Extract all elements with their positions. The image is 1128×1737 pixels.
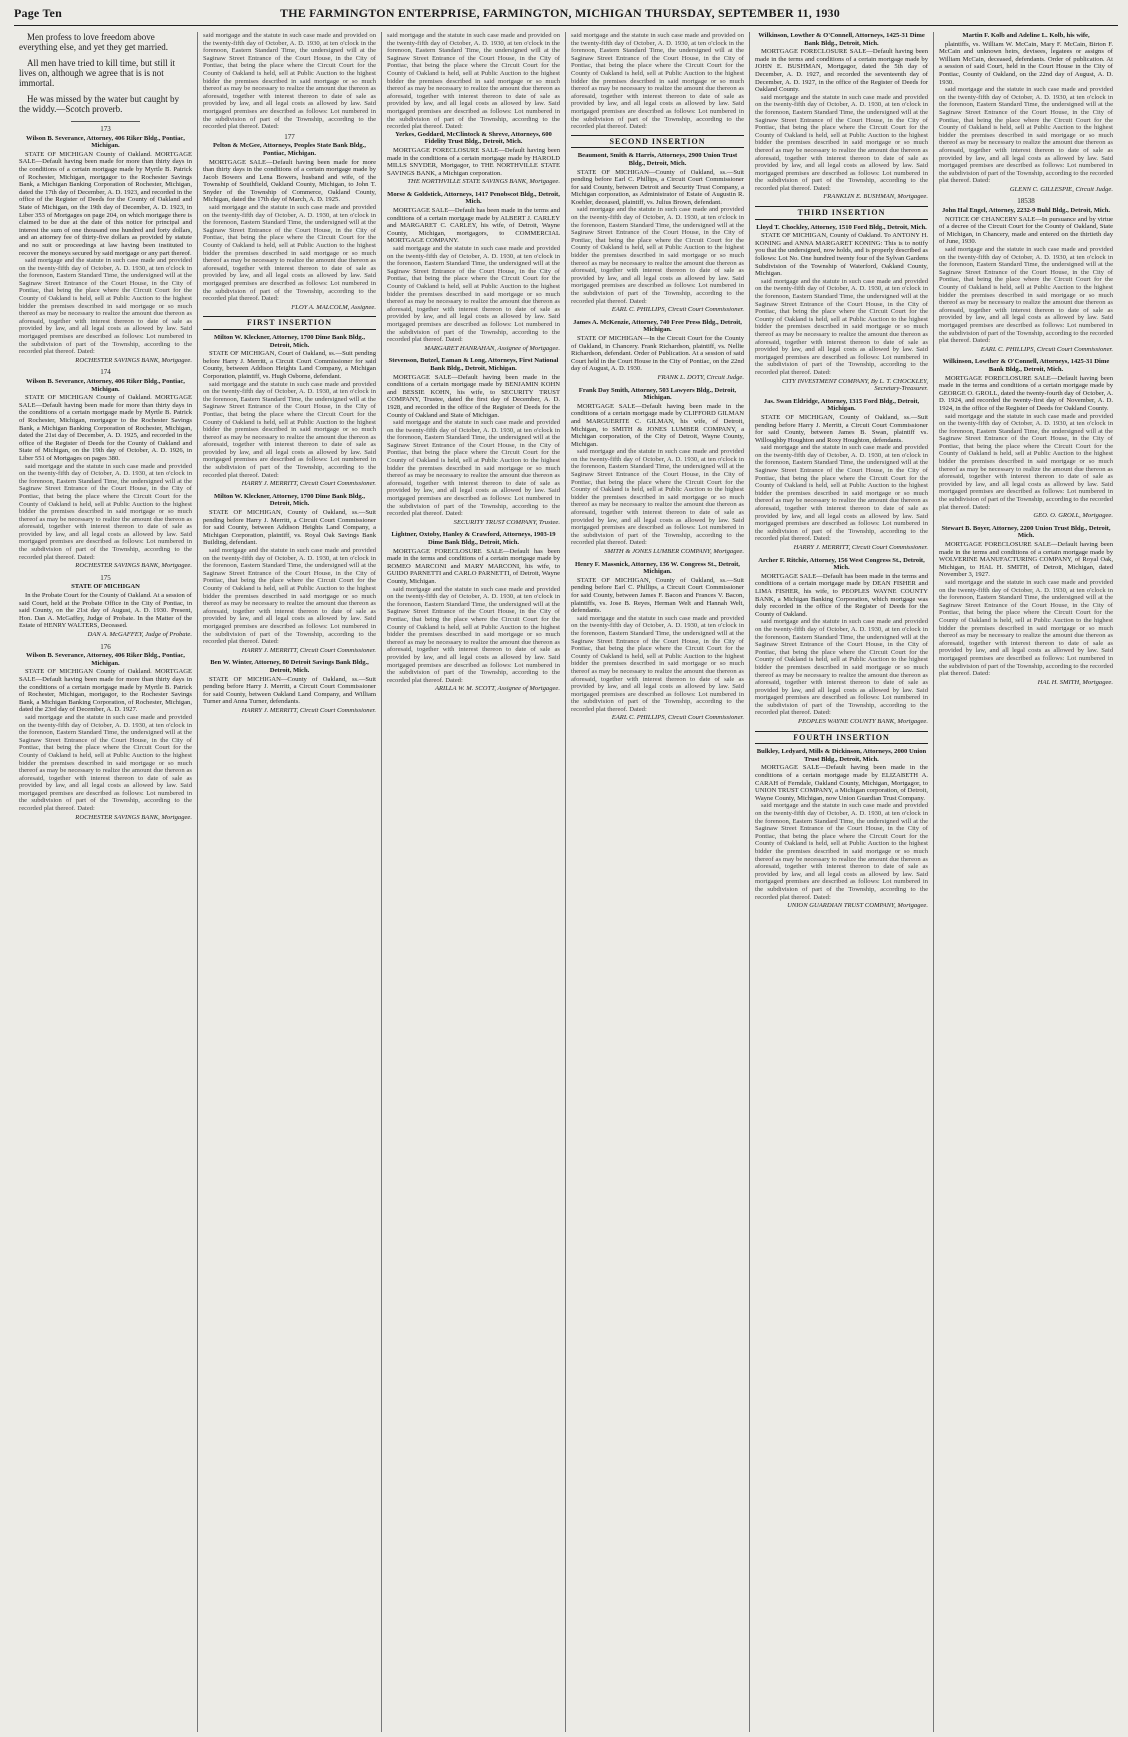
legal-notice: Yerkes, Goddard, McClintock & Shreve, Attorneys, 600 Fidelity Trust Bldg., Detroit, Mich. MORTGAGE FORECLOSURE SALE—Default having been made in the conditions of a certain mortgage made by HAROLD MILLS SNYDER, Mortgagor, to THE NORTHVILLE STATE SAVINGS BANK, a Michigan corporation. THE NORTHVILLE STATE SAVINGS BANK, Mortgagee. — [387, 130, 560, 186]
legal-notice: Milton W. Kleckner, Attorney, 1700 Dime Bank Bldg., Detroit, Mich. STATE OF MICHIGAN, County of Oakland, ss.—Suit pending before Harry J. Merritt, a Circuit Court Commissioner for said County, between Addison Heights Land Company, a Michigan Corporation, plaintiff, vs. Royal Oak Savings Bank Building, defendant. said mortgage and the statute in such case made and provided on the twenty-fifth day of October, A. D. 1930, at ten o'clock in the forenoon, Eastern Standard Time, the undersigned will at the Saginaw Street Entrance of the Court House, in the City of Pontiac, that being the place where the Circuit Court for the County of Oakland is held, sell at Public Auction to the highest bidder the premises described in said mortgage or so much thereof as may be necessary to realize the amount due thereon as aforesaid, together with interest thereon to date of sale as provided by law, and all legal costs as allowed by law. Said mortgaged premises are described as follows: Lot numbered in the subdivision of part of the Township, according to the recorded plat thereof. Dated: HARRY J. MERRITT, Circuit Court Commissioner. — [203, 492, 376, 654]
legal-notice: Frank Day Smith, Attorney, 503 Lawyers Bldg., Detroit, Michigan. MORTGAGE SALE—Default having been made in the conditions of a certain mortgage made by CLIFFORD GILMAN and MARGUERITE C. GILMAN, his wife, of Detroit, Michigan, to SMITH & JONES LUMBER COMPANY, a Michigan corporation, of the City of Detroit, Wayne County, Michigan. said mortgage and the statute in such case made and provided on the twenty-fifth day of October, A. D. 1930, at ten o'clock in the forenoon, Eastern Standard Time, the undersigned will at the Saginaw Street Entrance of the Court House, in the City of Pontiac, that being the place where the Circuit Court for the County of Oakland is held, sell at Public Auction to the highest bidder the premises described in said mortgage or so much thereof as may be necessary to realize the amount due thereon as aforesaid, together with interest thereon to date of sale as provided by law, and all legal costs as allowed by law. Said mortgaged premises are described as follows: Lot numbered in the subdivision of part of the Township, according to the recorded plat thereof. Dated: SMITH & JONES LUMBER COMPANY, Mortgagee. — [571, 386, 744, 555]
legal-notice: Stevenson, Butzel, Eaman & Long, Attorneys, First National Bank Bldg., Detroit, Michigan. MORTGAGE SALE—Default having been made in the conditions of a certain mortgage made by BENJAMIN KOHN and BESSIE KOHN, his wife, to SECURITY TRUST COMPANY, Trustee, dated the first day of December, A. D. 1928, and recorded in the office of the Register of Deeds for the County of Oakland and State of Michigan. said mortgage and the statute in such case made and provided on the twenty-fifth day of October, A. D. 1930, at ten o'clock in the forenoon, Eastern Standard Time, the undersigned will at the Saginaw Street Entrance of the Court House, in the City of Pontiac, that being the place where the Circuit Court for the County of Oakland is held, sell at Public Auction to the highest bidder the premises described in said mortgage or so much thereof as may be necessary to realize the amount due thereon as aforesaid, together with interest thereon to date of sale as provided by law, and all legal costs as allowed by law. Said mortgaged premises are described as follows: Lot numbered in the subdivision of part of the Township, according to the recorded plat thereof. Dated: SECURITY TRUST COMPANY, Trustee. — [387, 357, 560, 526]
legal-notice: 173 Wilson B. Severance, Attorney, 406 Riker Bldg., Pontiac, Michigan. STATE OF MICHIGAN County of Oakland. MORTGAGE SALE—Default having been made for more than thirty days in the conditions of a certain mortgage made by Myrtle B. Patrick of Rochester, Michigan, mortgagor to the Rochester Savings Bank, a Michigan Banking Corporation of Rochester, Michigan, dated the 17th day of December, A. D. 1923, and recorded in the office of the Register of Deeds for the County of Oakland and State of Michigan, on the 19th day of December, A. D. 1923, in Liber 353 of Mortgages on page 204, on which mortgage there is claimed to be due at the date of this notice for principal and interest the sum of one thousand one hundred and forty dollars, and an attorney fee of thirty-five dollars as provided by statute and no suit or proceedings at law having been instituted to recover the moneys secured by said mortgage or any part thereof. said mortgage and the statute in such case made and provided on the twenty-fifth day of October, A. D. 1930, at ten o'clock in the forenoon, Eastern Standard Time, the undersigned will at the Saginaw Street Entrance of the Court House, in the City of Pontiac, that being the place where the Circuit Court for the County of Oakland is held, sell at Public Auction to the highest bidder the premises described in said mortgage or so much thereof as may be necessary to realize the amount due thereon as aforesaid, together with interest thereon to date of sale as provided by law, and all legal costs as allowed by law. Said mortgaged premises are described as follows: Lot numbered in the subdivision of part of the Township, according to the recorded plat thereof. Dated: ROCHESTER SAVINGS BANK, Mortgagee. — [19, 125, 192, 364]
legal-notice: 18538 John Hal Engel, Attorney, 2232-9 Buhl Bldg., Detroit, Mich. NOTICE OF CHANCERY SALE—In pursuance and by virtue of a decree of the Circuit Court for the County of Oakland, State of Michigan, in Chancery, made and entered on the thirtieth day of June, 1930. said mortgage and the statute in such case made and provided on the twenty-fifth day of October, A. D. 1930, at ten o'clock in the forenoon, Eastern Standard Time, the undersigned will at the Saginaw Street Entrance of the Court House, in the City of Pontiac, that being the place where the Circuit Court for the County of Oakland is held, sell at Public Auction to the highest bidder the premises described in said mortgage or so much thereof as may be necessary to realize the amount due thereon as aforesaid, together with interest thereon to date of sale as provided by law, and all legal costs as allowed by law. Said mortgaged premises are described as follows: Lot numbered in the subdivision of part of the Township, according to the recorded plat thereof. Dated: EARL C. PHILLIPS, Circuit Court Commissioner. — [939, 197, 1113, 353]
legal-notice: 177 Pelton & McGee, Attorneys, Peoples State Bank Bldg., Pontiac, Michigan. MORTGAGE SALE—Default having been made for more than thirty days in the conditions of a certain mortgage made by Jacob Bowers and Lena Bowers, husband and wife, of the Township of Southfield, Oakland County, Michigan, to John T. Snyder of the Township of Commerce, Oakland County, Michigan, dated the 17th day of March, A. D. 1925. said mortgage and the statute in such case made and provided on the twenty-fifth day of October, A. D. 1930, at ten o'clock in the forenoon, Eastern Standard Time, the undersigned will at the Saginaw Street Entrance of the Court House, in the City of Pontiac, that being the place where the Circuit Court for the County of Oakland is held, sell at Public Auction to the highest bidder the premises described in said mortgage or so much thereof as may be necessary to realize the amount due thereon as aforesaid, together with interest thereon to date of sale as provided by law, and all legal costs as allowed by law. Said mortgaged premises are described as follows: Lot numbered in the subdivision of part of the Township, according to the recorded plat thereof. Dated: FLOY A. MALCOLM, Assignee. — [203, 132, 376, 311]
section-heading-fourth: FOURTH INSERTION — [755, 731, 928, 745]
legal-notice: Milton W. Kleckner, Attorney, 1700 Dime Bank Bldg., Detroit, Mich. STATE OF MICHIGAN, Court of Oakland, ss.—Suit pending before Harry J. Merritt, a Circuit Court Commissioner for said County, between Addison Heights Land Company, a Michigan Corporation, plaintiff, vs. Hugh Osborne, defendant. said mortgage and the statute in such case made and provided on the twenty-fifth day of October, A. D. 1930, at ten o'clock in the forenoon, Eastern Standard Time, the undersigned will at the Saginaw Street Entrance of the Court House, in the City of Pontiac, that being the place where the Circuit Court for the County of Oakland is held, sell at Public Auction to the highest bidder the premises described in said mortgage or so much thereof as may be necessary to realize the amount due thereon as aforesaid, together with interest thereon to date of sale as provided by law, and all legal costs as allowed by law. Said mortgaged premises are described as follows: Lot numbered in the subdivision of part of the Township, according to the recorded plat thereof. Dated: HARRY J. MERRITT, Circuit Court Commissioner. — [203, 333, 376, 488]
legal-notice: Wilkinson, Lowther & O'Connell, Attorneys, 1425-31 Dime Bank Bldg., Detroit, Mich. MORTGAGE FORECLOSURE SALE—Default having been made in the terms and conditions of a certain mortgage made by GEORGE O. GROLL, dated the twenty-fourth day of October, A. D. 1924, and recorded the twenty-first day of November, A. D. 1924, in the office of the Register of Deeds for Oakland County. said mortgage and the statute in such case made and provided on the twenty-fifth day of October, A. D. 1930, at ten o'clock in the forenoon, Eastern Standard Time, the undersigned will at the Saginaw Street Entrance of the Court House, in the City of Pontiac, that being the place where the Circuit Court for the County of Oakland is held, sell at Public Auction to the highest bidder the premises described in said mortgage or so much thereof as may be necessary to realize the amount due thereon as aforesaid, together with interest thereon to date of sale as provided by law, and all legal costs as allowed by law. Said mortgaged premises are described as follows: Lot numbered in the subdivision of part of the Township, according to the recorded plat thereof. Dated: GEO. O. GROLL, Mortgagee. — [939, 358, 1113, 520]
legal-notice: Wilkinson, Lowther & O'Connell, Attorneys, 1425-31 Dime Bank Bldg., Detroit, Mich. MORTGAGE FORECLOSURE SALE—Default having been made in the terms and conditions of a certain mortgage made by JOHN E. BUSHMAN, Mortgagor, dated the 5th day of December, A. D. 1927, and recorded the seventeenth day of December, A. D. 1927, in the office of the Register of Deeds for Oakland County. said mortgage and the statute in such case made and provided on the twenty-fifth day of October, A. D. 1930, at ten o'clock in the forenoon, Eastern Standard Time, the undersigned will at the Saginaw Street Entrance of the Court House, in the City of Pontiac, that being the place where the Circuit Court for the County of Oakland is held, sell at Public Auction to the highest bidder the premises described in said mortgage or so much thereof as may be necessary to realize the amount due thereon as aforesaid, together with interest thereon to date of sale as provided by law, and all legal costs as allowed by law. Said mortgaged premises are described as follows: Lot numbered in the subdivision of part of the Township, according to the recorded plat thereof. Dated: FRANKLIN E. BUSHMAN, Mortgagee. — [755, 32, 928, 201]
column-2: said mortgage and the statute in such case made and provided on the twenty-fifth day of October, A. D. 1930, at ten o'clock in the forenoon, Eastern Standard Time, the undersigned will at the Saginaw Street Entrance of the Court House, in the City of Pontiac, that being the place where the Circuit Court for the County of Oakland is held, sell at Public Auction to the highest bidder the premises described in said mortgage or so much thereof as may be necessary to realize the amount due thereon as aforesaid, together with interest thereon to date of sale as provided by law, and all legal costs as allowed by law. Said mortgaged premises are described as follows: Lot numbered in the subdivision of part of the Township, according to the recorded plat thereof. Dated: 177 Pelton & McGee, Attorneys, Peoples State Bank Bldg., Pontiac, Michigan. MORTGAGE SALE—Default having been made for more than thirty days in the conditions of a certain mortgage made by Jacob Bowers and Lena Bowers, husband and wife, of the Township of Southfield, Oakland County, Michigan, to John T. Snyder of the Township of Commerce, Oakland County, Michigan, dated the 17th day of March, A. D. 1925. said mortgage and the statute in such case made and provided on the twenty-fifth day of October, A. D. 1930, at ten o'clock in the forenoon, Eastern Standard Time, the undersigned will at the Saginaw Street Entrance of the Court House, in the City of Pontiac, that being the place where the Circuit Court for the County of Oakland is held, sell at Public Auction to the highest bidder the premises described in said mortgage or so much thereof as may be necessary to realize the amount due thereon as aforesaid, together with interest thereon to date of sale as provided by law, and all legal costs as allowed by law. Said mortgaged premises are described as follows: Lot numbered in the subdivision of part of the Township, according to the recorded plat thereof. Dated: FLOY A. MALCOLM, Assignee. FIRST INSERTION Milton W. Kleckner, Attorney, 1700 Dime Bank Bldg., Detroit, Mich. STATE OF MICHIGAN, Court of Oakland, ss.—Suit pending before Harry J. Merritt, a Circuit Court Commissioner for said County, between Addison Heights Land Company, a Michigan Corporation, plaintiff, vs. Hugh Osborne, defendant. said mortgage and the statute in such case made and provided on the twenty-fifth day of October, A. D. 1930, at ten o'clock in the forenoon, Eastern Standard Time, the undersigned will at the Saginaw Street Entrance of the Court House, in the City of Pontiac, that being the place where the Circuit Court for the County of Oakland is held, sell at Public Auction to the highest bidder the premises described in said mortgage or so much thereof as may be necessary to realize the amount due thereon as aforesaid, together with interest thereon to date of sale as provided by law, and all legal costs as allowed by law. Said mortgaged premises are described as follows: Lot numbered in the subdivision of part of the Township, according to the recorded plat thereof. Dated: HARRY J. MERRITT, Circuit Court Commissioner. Milton W. Kleckner, Attorney, 1700 Dime Bank Bldg., Detroit, Mich. STATE OF MICHIGAN, County of Oakland, ss.—Suit pending before Harry J. Merritt, a Circuit Court Commissioner for said County, between Addison Heights Land Company, a Michigan Corporation, plaintiff, vs. Royal Oak Savings Bank Building, defendant. said mortgage and the statute in such case made and provided on the twenty-fifth day of October, A. D. 1930, at ten o'clock in the forenoon, Eastern Standard Time, the undersigned will at the Saginaw Street Entrance of the Court House, in the City of Pontiac, that being the place where the Circuit Court for the County of Oakland is held, sell at Public Auction to the highest bidder the premises described in said mortgage or so much thereof as may be necessary to realize the amount due thereon as aforesaid, together with interest thereon to date of sale as provided by law, and all legal costs as allowed by law. Said mortgaged premises are described as follows: Lot numbered in the subdivision of part of the Township, according to the recorded plat thereof. Dated: HARRY J. MERRITT, Circuit Court Commissioner. Ben W. Winter, Attorney, 80 Detroit Savings Bank Bldg., Detroit, Mich. STATE OF MICHIGAN—County of Oakland, ss.—Suit pending before Harry J. Merritt, a Circuit Court Commissioner for said County, between Oakland Land Company, and William Turner and Anna Turner, defendants. HARRY J. MERRITT, Circuit Court Commissioner. — [198, 32, 382, 1732]
legal-notice: Beaumont, Smith & Harris, Attorneys, 2900 Union Trust Bldg., Detroit, Mich. STATE OF MICHIGAN—County of Oakland, ss.—Suit pending before Earl C. Phillips, a Circuit Court Commissioner for said County, between Detroit and Security Trust Company, a Michigan corporation, as Administrator of Estate of Augustin R. Koehler, deceased, plaintiff, vs. Julius Brown, defendant. said mortgage and the statute in such case made and provided on the twenty-fifth day of October, A. D. 1930, at ten o'clock in the forenoon, Eastern Standard Time, the undersigned will at the Saginaw Street Entrance of the Court House, in the City of Pontiac, that being the place where the Circuit Court for the County of Oakland is held, sell at Public Auction to the highest bidder the premises described in said mortgage or so much thereof as may be necessary to realize the amount due thereon as aforesaid, together with interest thereon to date of sale as provided by law, and all legal costs as allowed by law. Said mortgaged premises are described as follows: Lot numbered in the subdivision of part of the Township, according to the recorded plat thereof. Dated: EARL C. PHILLIPS, Circuit Court Commissioner. — [571, 152, 744, 314]
legal-notice: Lloyd T. Chockley, Attorney, 1510 Ford Bldg., Detroit, Mich. STATE OF MICHIGAN, County of Oakland. To ANTONY H. KONING and ANNA MARGARET KONING: This is to notify you that the undersigned, now holds, and is properly described as follows: Lot No. One hundred twenty four of the Sylvan Gardens Subdivision of the Township of Waterford, Oakland County, Michigan. said mortgage and the statute in such case made and provided on the twenty-fifth day of October, A. D. 1930, at ten o'clock in the forenoon, Eastern Standard Time, the undersigned will at the Saginaw Street Entrance of the Court House, in the City of Pontiac, that being the place where the Circuit Court for the County of Oakland is held, sell at Public Auction to the highest bidder the premises described in said mortgage or so much thereof as may be necessary to realize the amount due thereon as aforesaid, together with interest thereon to date of sale as provided by law, and all legal costs as allowed by law. Said mortgaged premises are described as follows: Lot numbered in the subdivision of part of the Township, according to the recorded plat thereof. Dated: CITY INVESTMENT COMPANY, By L. T. CHOCKLEY, Secretary-Treasurer. — [755, 223, 928, 393]
verse: All men have tried to kill time, but still it lives on, although we agree that is is not immortal. — [19, 58, 175, 88]
verses — [19, 32, 192, 114]
legal-notice: 175 STATE OF MICHIGAN In the Probate Court for the County of Oakland. At a session of said Court, held at the Probate Office in the City of Pontiac, in said County, on the 21st day of August, A. D. 1930. Present, Hon. Dan A. McGaffey, Judge of Probate. In the Matter of the Estate of HENRY WALTERS, Deceased. DAN A. McGAFFEY, Judge of Probate. — [19, 573, 192, 638]
legal-notice: 176 Wilson B. Severance, Attorney, 406 Riker Bldg., Pontiac, Michigan. STATE OF MICHIGAN County of Oakland. MORTGAGE SALE—Default having been made for more than thirty days in the conditions of a certain mortgage made by Myrtle B. Patrick of Rochester, Michigan, mortgagor, to the Rochester Savings Bank, a Michigan Banking Corporation, of Rochester, Michigan, dated the 23rd day of December, A. D. 1927. said mortgage and the statute in such case made and provided on the twenty-fifth day of October, A. D. 1930, at ten o'clock in the forenoon, Eastern Standard Time, the undersigned will at the Saginaw Street Entrance of the Court House, in the City of Pontiac, that being the place where the Circuit Court for the County of Oakland is held, sell at Public Auction to the highest bidder the premises described in said mortgage or so much thereof as may be necessary to realize the amount due thereon as aforesaid, together with interest thereon to date of sale as provided by law, and all legal costs as allowed by law. Said mortgaged premises are described as follows: Lot numbered in the subdivision of part of the Township, according to the recorded plat thereof. Dated: ROCHESTER SAVINGS BANK, Mortgagee. — [19, 642, 192, 821]
legal-notice: Bulkley, Ledyard, Mills & Dickinson, Attorneys, 2000 Union Trust Bldg., Detroit, Mich. MORTGAGE SALE—Default having been made in the conditions of a certain mortgage made by ELIZABETH A. CARAH of Ferndale, Oakland County, Michigan, Mortgagor, to UNION TRUST COMPANY, a Michigan corporation, of Detroit, Wayne County, Michigan, now Union Guardian Trust Company. said mortgage and the statute in such case made and provided on the twenty-fifth day of October, A. D. 1930, at ten o'clock in the forenoon, Eastern Standard Time, the undersigned will at the Saginaw Street Entrance of the Court House, in the City of Pontiac, that being the place where the Circuit Court for the County of Oakland is held, sell at Public Auction to the highest bidder the premises described in said mortgage or so much thereof as may be necessary to realize the amount due thereon as aforesaid, together with interest thereon to date of sale as provided by law, and all legal costs as allowed by law. Said mortgaged premises are described as follows: Lot numbered in the subdivision of part of the Township, according to the recorded plat thereof. Dated: UNION GUARDIAN TRUST COMPANY, Mortgagee. — [755, 748, 928, 910]
legal-notice: Stewart B. Boyer, Attorney, 2200 Union Trust Bldg., Detroit, Mich. MORTGAGE FORECLOSURE SALE—Default having been made in the terms and conditions of a certain mortgage made by WOLVERINE MANUFACTURING COMPANY, of Royal Oak, Michigan, to HAL H. SMITH, of Detroit, Michigan, dated November 3, 1927. said mortgage and the statute in such case made and provided on the twenty-fifth day of October, A. D. 1930, at ten o'clock in the forenoon, Eastern Standard Time, the undersigned will at the Saginaw Street Entrance of the Court House, in the City of Pontiac, that being the place where the Circuit Court for the County of Oakland is held, sell at Public Auction to the highest bidder the premises described in said mortgage or so much thereof as may be necessary to realize the amount due thereon as aforesaid, together with interest thereon to date of sale as provided by law, and all legal costs as allowed by law. Said mortgaged premises are described as follows: Lot numbered in the subdivision of part of the Township, according to the recorded plat thereof. Dated: HAL H. SMITH, Mortgagee. — [939, 524, 1113, 686]
column-1 — [14, 32, 198, 1732]
page-number: Page Ten — [14, 6, 62, 20]
newspaper-title: THE FARMINGTON ENTERPRISE, FARMINGTON, MICHIGAN THURSDAY, SEPTEMBER 11, 1930 — [280, 6, 840, 20]
column-6 — [934, 32, 1118, 1732]
section-heading-first: FIRST INSERTION — [203, 316, 376, 330]
verse: He was missed by the water but caught by the widdy.—Scotch proverb. — [19, 94, 179, 114]
section-heading-third: THIRD INSERTION — [755, 206, 928, 220]
legal-notice: James A. McKenzie, Attorney, 740 Free Press Bldg., Detroit, Michigan. STATE OF MICHIGAN—In the Circuit Court for the County of Oakland, in Chancery. Frank Richardson, plaintiff, vs. Nellie Richardson, defendant. Order of Publication. At a session of said Court held in the Court House in the City of Pontiac, on the 22nd day of August, A. D. 1930. FRANK L. DOTY, Circuit Judge. — [571, 318, 744, 381]
legal-notice: 174 Wilson B. Severance, Attorney, 406 Riker Bldg., Pontiac, Michigan. STATE OF MICHIGAN County of Oakland. MORTGAGE SALE—Default having been made for more than thirty days in the conditions of a certain mortgage made by Myrtle B. Patrick of Rochester, Michigan, mortgagor to the Rochester Savings Bank, a Michigan Banking Corporation of Rochester, Michigan, dated the 21st day of December, A. D. 1925, and recorded in the office of the Register of Deeds for the County of Oakland and State of Michigan, on the 19th day of October, A. D. 1926, in Liber 551 of Mortgages on pages 380. said mortgage and the statute in such case made and provided on the twenty-fifth day of October, A. D. 1930, at ten o'clock in the forenoon, Eastern Standard Time, the undersigned will at the Saginaw Street Entrance of the Court House, in the City of Pontiac, that being the place where the Circuit Court for the County of Oakland is held, sell at Public Auction to the highest bidder the premises described in said mortgage or so much thereof as may be necessary to realize the amount due thereon as aforesaid, together with interest thereon to date of sale as provided by law, and all legal costs as allowed by law. Said mortgaged premises are described as follows: Lot numbered in the subdivision of part of the Township, according to the recorded plat thereof. Dated: ROCHESTER SAVINGS BANK, Mortgagee. — [19, 368, 192, 570]
legal-notice: Jas. Swan Eldridge, Attorney, 1315 Ford Bldg., Detroit, Michigan. STATE OF MICHIGAN, County of Oakland, ss.—Suit pending before Harry J. Merritt, a Circuit Court Commissioner for said County, between James B. Swan, plaintiff vs. Willoughby Houghton and Roxy Houghton, defendants. said mortgage and the statute in such case made and provided on the twenty-fifth day of October, A. D. 1930, at ten o'clock in the forenoon, Eastern Standard Time, the undersigned will at the Saginaw Street Entrance of the Court House, in the City of Pontiac, that being the place where the Circuit Court for the County of Oakland is held, sell at Public Auction to the highest bidder the premises described in said mortgage or so much thereof as may be necessary to realize the amount due thereon as aforesaid, together with interest thereon to date of sale as provided by law, and all legal costs as allowed by law. Said mortgaged premises are described as follows: Lot numbered in the subdivision of part of the Township, according to the recorded plat thereof. Dated: HARRY J. MERRITT, Circuit Court Commissioner. — [755, 397, 928, 551]
verse: Men profess to love freedom above everything else, and yet they get married. — [19, 32, 168, 52]
columns — [14, 32, 1118, 1732]
legal-notice: Ben W. Winter, Attorney, 80 Detroit Savings Bank Bldg., Detroit, Mich. STATE OF MICHIGAN—County of Oakland, ss.—Suit pending before Harry J. Merritt, a Circuit Court Commissioner for said County, between Oakland Land Company, and William Turner and Anna Turner, defendants. HARRY J. MERRITT, Circuit Court Commissioner. — [203, 659, 376, 714]
legal-notice: Archer F. Ritchie, Attorney, 156 West Congress St., Detroit, Mich. MORTGAGE SALE—Default has been made in the terms and conditions of a certain mortgage made by DEAN FISHER and LIMA FISHER, his wife, to PEOPLES WAYNE COUNTY BANK, a Michigan Banking Corporation, which mortgage was duly recorded in the office of the Register of Deeds for the County of Oakland. said mortgage and the statute in such case made and provided on the twenty-fifth day of October, A. D. 1930, at ten o'clock in the forenoon, Eastern Standard Time, the undersigned will at the Saginaw Street Entrance of the Court House, in the City of Pontiac, that being the place where the Circuit Court for the County of Oakland is held, sell at Public Auction to the highest bidder the premises described in said mortgage or so much thereof as may be necessary to realize the amount due thereon as aforesaid, together with interest thereon to date of sale as provided by law, and all legal costs as allowed by law. Said mortgaged premises are described as follows: Lot numbered in the subdivision of part of the Township, according to the recorded plat thereof. Dated: PEOPLES WAYNE COUNTY BANK, Mortgagee. — [755, 556, 928, 726]
legal-notice: Morse & Goldstick, Attorneys, 1417 Penobscot Bldg., Detroit, Mich. MORTGAGE SALE—Default has been made in the terms and conditions of a certain mortgage made by ALBERT J. CARLEY and MARGARET C. CARLEY, his wife, of Detroit, Wayne County, Michigan, mortgagors, to COMMERCIAL MORTGAGE COMPANY. said mortgage and the statute in such case made and provided on the twenty-fifth day of October, A. D. 1930, at ten o'clock in the forenoon, Eastern Standard Time, the undersigned will at the Saginaw Street Entrance of the Court House, in the City of Pontiac, that being the place where the Circuit Court for the County of Oakland is held, sell at Public Auction to the highest bidder the premises described in said mortgage or so much thereof as may be necessary to realize the amount due thereon as aforesaid, together with interest thereon to date of sale as provided by law, and all legal costs as allowed by law. Said mortgaged premises are described as follows: Lot numbered in the subdivision of part of the Township, according to the recorded plat thereof. Dated: MARGARET HANRAHAN, Assignee of Mortgagee. — [387, 190, 560, 352]
column-5 — [750, 32, 934, 1732]
legal-notice: Lightner, Oxtoby, Hanley & Crawford, Attorneys, 1903-19 Dime Bank Bldg., Detroit, Mich. MORTGAGE FORECLOSURE SALE—Default has been made in the terms and conditions of a certain mortgage made by ROMEO MARCONI and MARY MARCONI, his wife, to GUIDO PARNETTI and CARLO PARNETTI, of Detroit, Wayne County, Michigan. said mortgage and the statute in such case made and provided on the twenty-fifth day of October, A. D. 1930, at ten o'clock in the forenoon, Eastern Standard Time, the undersigned will at the Saginaw Street Entrance of the Court House, in the City of Pontiac, that being the place where the Circuit Court for the County of Oakland is held, sell at Public Auction to the highest bidder the premises described in said mortgage or so much thereof as may be necessary to realize the amount due thereon as aforesaid, together with interest thereon to date of sale as provided by law, and all legal costs as allowed by law. Said mortgaged premises are described as follows: Lot numbered in the subdivision of part of the Township, according to the recorded plat thereof. Dated: ARILLA W. M. SCOTT, Assignee of Mortgagee. — [387, 531, 560, 693]
column-3: said mortgage and the statute in such case made and provided on the twenty-fifth day of October, A. D. 1930, at ten o'clock in the forenoon, Eastern Standard Time, the undersigned will at the Saginaw Street Entrance of the Court House, in the City of Pontiac, that being the place where the Circuit Court for the County of Oakland is held, sell at Public Auction to the highest bidder the premises described in said mortgage or so much thereof as may be necessary to realize the amount due thereon as aforesaid, together with interest thereon to date of sale as provided by law, and all legal costs as allowed by law. Said mortgaged premises are described as follows: Lot numbered in the subdivision of part of the Township, according to the recorded plat thereof. Dated: Yerkes, Goddard, McClintock & Shreve, Attorneys, 600 Fidelity Trust Bldg., Detroit, Mich. MORTGAGE FORECLOSURE SALE—Default having been made in the conditions of a certain mortgage made by HAROLD MILLS SNYDER, Mortgagor, to THE NORTHVILLE STATE SAVINGS BANK, a Michigan corporation. THE NORTHVILLE STATE SAVINGS BANK, Mortgagee. Morse & Goldstick, Attorneys, 1417 Penobscot Bldg., Detroit, Mich. MORTGAGE SALE—Default has been made in the terms and conditions of a certain mortgage made by ALBERT J. CARLEY and MARGARET C. CARLEY, his wife, of Detroit, Wayne County, Michigan, mortgagors, to COMMERCIAL MORTGAGE COMPANY. said mortgage and the statute in such case made and provided on the twenty-fifth day of October, A. D. 1930, at ten o'clock in the forenoon, Eastern Standard Time, the undersigned will at the Saginaw Street Entrance of the Court House, in the City of Pontiac, that being the place where the Circuit Court for the County of Oakland is held, sell at Public Auction to the highest bidder the premises described in said mortgage or so much thereof as may be necessary to realize the amount due thereon as aforesaid, together with interest thereon to date of sale as provided by law, and all legal costs as allowed by law. Said mortgaged premises are described as follows: Lot numbered in the subdivision of part of the Township, according to the recorded plat thereof. Dated: MARGARET HANRAHAN, Assignee of Mortgagee. Stevenson, Butzel, Eaman & Long, Attorneys, First National Bank Bldg., Detroit, Michigan. MORTGAGE SALE—Default having been made in the conditions of a certain mortgage made by BENJAMIN KOHN and BESSIE KOHN, his wife, to SECURITY TRUST COMPANY, Trustee, dated the first day of December, A. D. 1928, and recorded in the office of the Register of Deeds for the County of Oakland and State of Michigan. said mortgage and the statute in such case made and provided on the twenty-fifth day of October, A. D. 1930, at ten o'clock in the forenoon, Eastern Standard Time, the undersigned will at the Saginaw Street Entrance of the Court House, in the City of Pontiac, that being the place where the Circuit Court for the County of Oakland is held, sell at Public Auction to the highest bidder the premises described in said mortgage or so much thereof as may be necessary to realize the amount due thereon as aforesaid, together with interest thereon to date of sale as provided by law, and all legal costs as allowed by law. Said mortgaged premises are described as follows: Lot numbered in the subdivision of part of the Township, according to the recorded plat thereof. Dated: SECURITY TRUST COMPANY, Trustee. Lightner, Oxtoby, Hanley & Crawford, Attorneys, 1903-19 Dime Bank Bldg., Detroit, Mich. MORTGAGE FORECLOSURE SALE—Default has been made in the terms and conditions of a certain mortgage made by ROMEO MARCONI and MARY MARCONI, his wife, to GUIDO PARNETTI and CARLO PARNETTI, of Detroit, Wayne County, Michigan. said mortgage and the statute in such case made and provided on the twenty-fifth day of October, A. D. 1930, at ten o'clock in the forenoon, Eastern Standard Time, the undersigned will at the Saginaw Street Entrance of the Court House, in the City of Pontiac, that being the place where the Circuit Court for the County of Oakland is held, sell at Public Auction to the highest bidder the premises described in said mortgage or so much thereof as may be necessary to realize the amount due thereon as aforesaid, together with interest thereon to date of sale as provided by law, and all legal costs as allowed by law. Said mortgaged premises are described as follows: Lot numbered in the subdivision of part of the Township, according to the recorded plat thereof. Dated: ARILLA W. M. SCOTT, Assignee of Mortgagee. — [382, 32, 566, 1732]
legal-notice: Martin F. Kolb and Adeline L. Kolb, his wife, plaintiffs, vs. William W. McCain, Mary F. McCain, Birton F. McCain and unknown heirs, devisees, legatees or assigns of William McCain, deceased, defendants. Order of publication. At a session of said Court, held in the Court House in the City of Pontiac, County of Oakland, on the 22nd day of August, A. D. 1930. said mortgage and the statute in such case made and provided on the twenty-fifth day of October, A. D. 1930, at ten o'clock in the forenoon, Eastern Standard Time, the undersigned will at the Saginaw Street Entrance of the Court House, in the City of Pontiac, that being the place where the Circuit Court for the County of Oakland is held, sell at Public Auction to the highest bidder the premises described in said mortgage or so much thereof as may be necessary to realize the amount due thereon as aforesaid, together with interest thereon to date of sale as provided by law, and all legal costs as allowed by law. Said mortgaged premises are described as follows: Lot numbered in the subdivision of part of the Township, according to the recorded plat thereof. Dated: GLENN C. GILLESPIE, Circuit Judge. — [939, 32, 1113, 193]
legal-notice: Henry F. Massnick, Attorney, 136 W. Congress St., Detroit, Michigan. STATE OF MICHIGAN, County of Oakland, ss.—Suit pending before Earl C. Phillips, a Circuit Court Commissioner for said County, between James F. Bacon and Frances V. Bacon, plaintiffs, vs. Jose B. Reyes, Herman Welt and Hannah Welt, defendants. said mortgage and the statute in such case made and provided on the twenty-fifth day of October, A. D. 1930, at ten o'clock in the forenoon, Eastern Standard Time, the undersigned will at the Saginaw Street Entrance of the Court House, in the City of Pontiac, that being the place where the Circuit Court for the County of Oakland is held, sell at Public Auction to the highest bidder the premises described in said mortgage or so much thereof as may be necessary to realize the amount due thereon as aforesaid, together with interest thereon to date of sale as provided by law, and all legal costs as allowed by law. Said mortgaged premises are described as follows: Lot numbered in the subdivision of part of the Township, according to the recorded plat thereof. Dated: EARL C. PHILLIPS, Circuit Court Commissioner. — [571, 560, 744, 722]
column-4: said mortgage and the statute in such case made and provided on the twenty-fifth day of October, A. D. 1930, at ten o'clock in the forenoon, Eastern Standard Time, the undersigned will at the Saginaw Street Entrance of the Court House, in the City of Pontiac, that being the place where the Circuit Court for the County of Oakland is held, sell at Public Auction to the highest bidder the premises described in said mortgage or so much thereof as may be necessary to realize the amount due thereon as aforesaid, together with interest thereon to date of sale as provided by law, and all legal costs as allowed by law. Said mortgaged premises are described as follows: Lot numbered in the subdivision of part of the Township, according to the recorded plat thereof. Dated: SECOND INSERTION Beaumont, Smith & Harris, Attorneys, 2900 Union Trust Bldg., Detroit, Mich. STATE OF MICHIGAN—County of Oakland, ss.—Suit pending before Earl C. Phillips, a Circuit Court Commissioner for said County, between Detroit and Security Trust Company, a Michigan corporation, as Administrator of Estate of Augustin R. Koehler, deceased, plaintiff, vs. Julius Brown, defendant. said mortgage and the statute in such case made and provided on the twenty-fifth day of October, A. D. 1930, at ten o'clock in the forenoon, Eastern Standard Time, the undersigned will at the Saginaw Street Entrance of the Court House, in the City of Pontiac, that being the place where the Circuit Court for the County of Oakland is held, sell at Public Auction to the highest bidder the premises described in said mortgage or so much thereof as may be necessary to realize the amount due thereon as aforesaid, together with interest thereon to date of sale as provided by law, and all legal costs as allowed by law. Said mortgaged premises are described as follows: Lot numbered in the subdivision of part of the Township, according to the recorded plat thereof. Dated: EARL C. PHILLIPS, Circuit Court Commissioner. James A. McKenzie, Attorney, 740 Free Press Bldg., Detroit, Michigan. STATE OF MICHIGAN—In the Circuit Court for the County of Oakland, in Chancery. Frank Richardson, plaintiff, vs. Nellie Richardson, defendant. Order of Publication. At a session of said Court held in the Court House in the City of Pontiac, on the 22nd day of August, A. D. 1930. FRANK L. DOTY, Circuit Judge. Frank Day Smith, Attorney, 503 Lawyers Bldg., Detroit, Michigan. MORTGAGE SALE—Default having been made in the conditions of a certain mortgage made by CLIFFORD GILMAN and MARGUERITE C. GILMAN, his wife, of Detroit, Michigan, to SMITH & JONES LUMBER COMPANY, a Michigan corporation, of the City of Detroit, Wayne County, Michigan. said mortgage and the statute in such case made and provided on the twenty-fifth day of October, A. D. 1930, at ten o'clock in the forenoon, Eastern Standard Time, the undersigned will at the Saginaw Street Entrance of the Court House, in the City of Pontiac, that being the place where the Circuit Court for the County of Oakland is held, sell at Public Auction to the highest bidder the premises described in said mortgage or so much thereof as may be necessary to realize the amount due thereon as aforesaid, together with interest thereon to date of sale as provided by law, and all legal costs as allowed by law. Said mortgaged premises are described as follows: Lot numbered in the subdivision of part of the Township, according to the recorded plat thereof. Dated: SMITH & JONES LUMBER COMPANY, Mortgagee. Henry F. Massnick, Attorney, 136 W. Congress St., Detroit, Michigan. STATE OF MICHIGAN, County of Oakland, ss.—Suit pending before Earl C. Phillips, a Circuit Court Commissioner for said County, between James F. Bacon and Frances V. Bacon, plaintiffs, vs. Jose B. Reyes, Herman Welt and Hannah Welt, defendants. said mortgage and the statute in such case made and provided on the twenty-fifth day of October, A. D. 1930, at ten o'clock in the forenoon, Eastern Standard Time, the undersigned will at the Saginaw Street Entrance of the Court House, in the City of Pontiac, that being the place where the Circuit Court for the County of Oakland is held, sell at Public Auction to the highest bidder the premises described in said mortgage or so much thereof as may be necessary to realize the amount due thereon as aforesaid, together with interest thereon to date of sale as provided by law, and all legal costs as allowed by law. Said mortgaged premises are described as follows: Lot numbered in the subdivision of part of the Township, according to the recorded plat thereof. Dated: EARL C. PHILLIPS, Circuit Court Commissioner. — [566, 32, 750, 1732]
section-heading-second: SECOND INSERTION — [571, 135, 744, 149]
masthead — [14, 6, 1118, 26]
